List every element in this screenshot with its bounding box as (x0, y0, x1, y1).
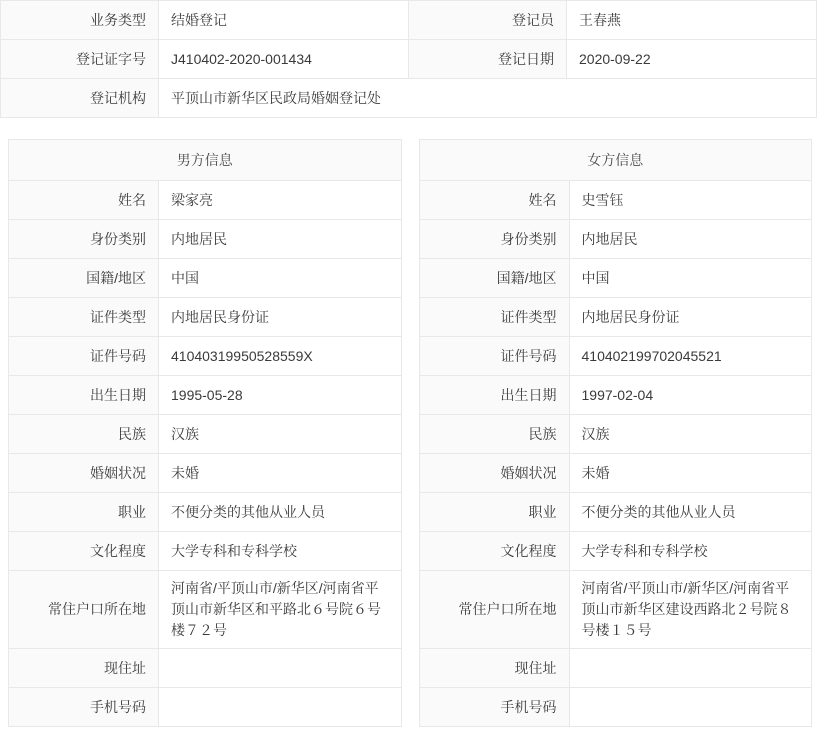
value-female-nationality: 中国 (569, 259, 812, 298)
table-row (419, 181, 812, 220)
value-male-id-number: 41040319950528559X (159, 337, 402, 376)
table-row (9, 259, 402, 298)
panel-female-info (419, 139, 813, 727)
value-female-household-address: 河南省/平顶山市/新华区/河南省平顶山市新华区建设西路北２号院８号楼１５号 (569, 571, 812, 649)
table-row (419, 454, 812, 493)
value-male-household-address: 河南省/平顶山市/新华区/河南省平顶山市新华区和平路北６号院６号楼７２号 (159, 571, 402, 649)
value-male-birth-date: 1995-05-28 (159, 376, 402, 415)
table-row (9, 415, 402, 454)
value-female-id-type: 内地居民身份证 (569, 298, 812, 337)
value-certificate-number: J410402-2020-001434 (159, 40, 409, 79)
value-female-occupation: 不便分类的其他从业人员 (569, 493, 812, 532)
value-female-phone (569, 688, 812, 727)
value-female-id-number: 410402199702045521 (569, 337, 812, 376)
value-female-marital-status: 未婚 (569, 454, 812, 493)
label-registration-office: 登记机构 (1, 79, 159, 118)
panel-male-info (8, 139, 402, 727)
table-row (419, 688, 812, 727)
table-row (9, 337, 402, 376)
table-row (9, 454, 402, 493)
label-male-name: 姓名 (9, 181, 159, 220)
value-male-marital-status: 未婚 (159, 454, 402, 493)
label-female-name: 姓名 (419, 181, 569, 220)
table-row (419, 415, 812, 454)
value-registration-date: 2020-09-22 (567, 40, 817, 79)
label-female-current-address: 现住址 (419, 649, 569, 688)
panel-title-male: 男方信息 (8, 139, 402, 180)
label-male-ethnicity: 民族 (9, 415, 159, 454)
table-row (1, 79, 817, 118)
table-row (419, 298, 812, 337)
value-female-name: 史雪钰 (569, 181, 812, 220)
label-female-marital-status: 婚姻状况 (419, 454, 569, 493)
female-info-table (419, 180, 813, 727)
table-row (419, 493, 812, 532)
table-row (419, 376, 812, 415)
party-info-panels (0, 139, 817, 727)
panel-title-female: 女方信息 (419, 139, 813, 180)
label-registration-date: 登记日期 (409, 40, 567, 79)
table-row (9, 181, 402, 220)
label-male-current-address: 现住址 (9, 649, 159, 688)
label-registrar: 登记员 (409, 1, 567, 40)
table-row (9, 532, 402, 571)
label-male-id-number: 证件号码 (9, 337, 159, 376)
table-row (9, 376, 402, 415)
value-male-ethnicity: 汉族 (159, 415, 402, 454)
label-male-education: 文化程度 (9, 532, 159, 571)
table-row (419, 649, 812, 688)
male-info-table (8, 180, 402, 727)
table-row (419, 532, 812, 571)
label-male-marital-status: 婚姻状况 (9, 454, 159, 493)
label-male-occupation: 职业 (9, 493, 159, 532)
label-male-phone: 手机号码 (9, 688, 159, 727)
table-row (419, 571, 812, 649)
value-female-current-address (569, 649, 812, 688)
label-female-id-type: 证件类型 (419, 298, 569, 337)
value-female-ethnicity: 汉族 (569, 415, 812, 454)
value-female-education: 大学专科和专科学校 (569, 532, 812, 571)
value-male-current-address (159, 649, 402, 688)
label-female-id-number: 证件号码 (419, 337, 569, 376)
label-female-phone: 手机号码 (419, 688, 569, 727)
label-female-household-address: 常住户口所在地 (419, 571, 569, 649)
table-row (1, 40, 817, 79)
label-male-nationality: 国籍/地区 (9, 259, 159, 298)
label-female-occupation: 职业 (419, 493, 569, 532)
table-row (9, 649, 402, 688)
label-female-education: 文化程度 (419, 532, 569, 571)
value-male-occupation: 不便分类的其他从业人员 (159, 493, 402, 532)
table-row (9, 688, 402, 727)
value-registration-office: 平顶山市新华区民政局婚姻登记处 (159, 79, 817, 118)
label-female-nationality: 国籍/地区 (419, 259, 569, 298)
label-business-type: 业务类型 (1, 1, 159, 40)
label-male-id-type: 证件类型 (9, 298, 159, 337)
value-male-education: 大学专科和专科学校 (159, 532, 402, 571)
label-male-household-address: 常住户口所在地 (9, 571, 159, 649)
table-row (9, 571, 402, 649)
table-row (9, 220, 402, 259)
table-row (419, 220, 812, 259)
value-male-id-type: 内地居民身份证 (159, 298, 402, 337)
label-female-identity-type: 身份类别 (419, 220, 569, 259)
value-registrar: 王春燕 (567, 1, 817, 40)
label-certificate-number: 登记证字号 (1, 40, 159, 79)
value-male-name: 梁家亮 (159, 181, 402, 220)
label-female-birth-date: 出生日期 (419, 376, 569, 415)
table-row (419, 337, 812, 376)
value-business-type: 结婚登记 (159, 1, 409, 40)
value-male-identity-type: 内地居民 (159, 220, 402, 259)
label-male-identity-type: 身份类别 (9, 220, 159, 259)
value-male-phone (159, 688, 402, 727)
table-row (1, 1, 817, 40)
label-female-ethnicity: 民族 (419, 415, 569, 454)
value-female-identity-type: 内地居民 (569, 220, 812, 259)
registration-summary-table (0, 0, 817, 118)
table-row (9, 298, 402, 337)
value-male-nationality: 中国 (159, 259, 402, 298)
value-female-birth-date: 1997-02-04 (569, 376, 812, 415)
table-row (9, 493, 402, 532)
label-male-birth-date: 出生日期 (9, 376, 159, 415)
table-row (419, 259, 812, 298)
